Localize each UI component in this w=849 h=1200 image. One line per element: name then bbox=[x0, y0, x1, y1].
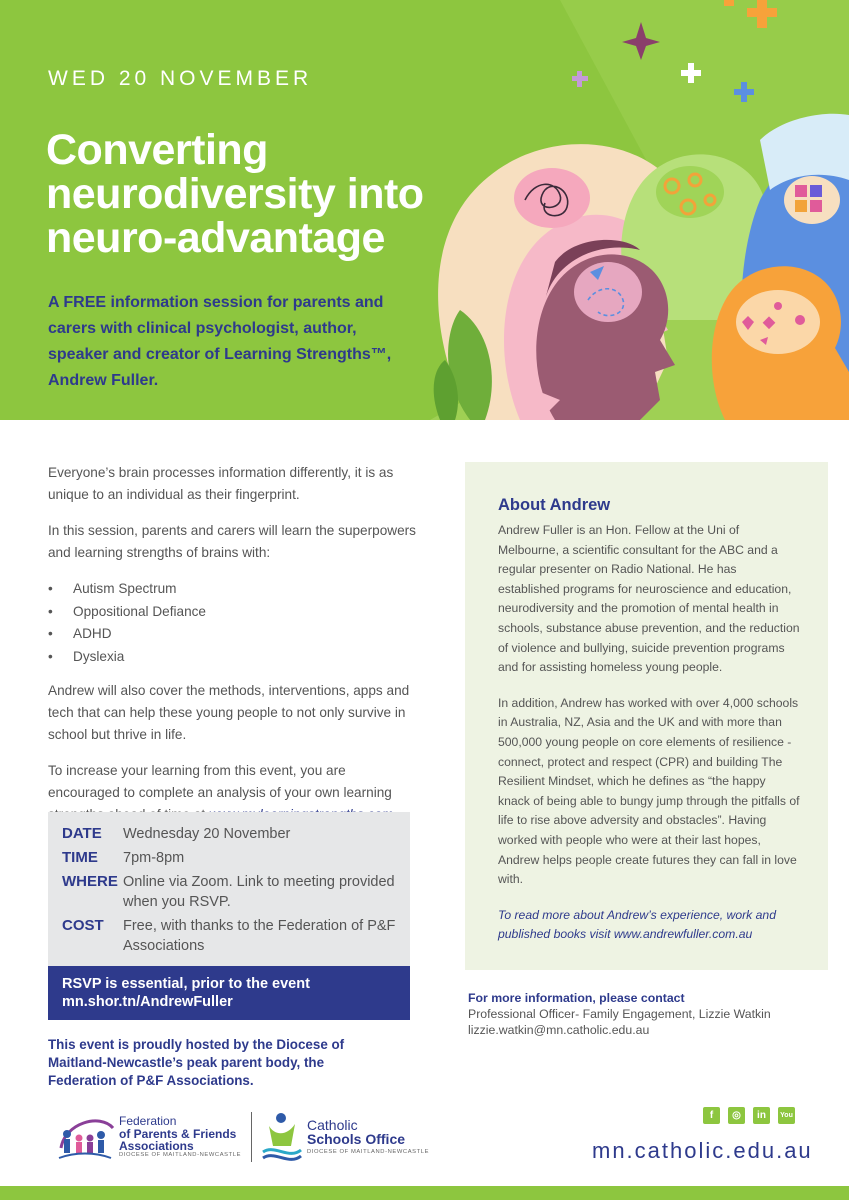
intro-paragraph-2: In this session, parents and carers will learn the superpowers and learning strengths of brains with: bbox=[48, 523, 416, 560]
intro-paragraph-4-text: To increase your learning from this event, you are encouraged to complete an analysis of your own learning bbox=[48, 763, 392, 800]
facebook-icon[interactable]: f bbox=[703, 1107, 720, 1124]
about-paragraph-2: In addition, Andrew has worked with over 4,000 schools in Australia, NZ, Asia and the UK and with more than 500,000 young people on core elements of resilience - connect, protect and respect (CPR) and building The Resilient Mindset, which he defines as “the happy knack of being able to bungy jump through the pitfalls of life to rise above adversity and obstacles”. Having worked with people who were at their last hopes, Andrew helps people create futures they can fall in love with. bbox=[498, 695, 800, 887]
footer-bar bbox=[0, 1186, 849, 1200]
time-value: 7pm-8pm bbox=[123, 850, 185, 866]
cso-diocese: DIOCESE OF MAITLAND-NEWCASTLE bbox=[307, 1149, 430, 1155]
about-paragraph-1: Andrew Fuller is an Hon. Fellow at the Uni of Melbourne, a scientific consultant for the ABC and a regular presenter on Radio National. He has established programs for neuroscience and education, neurodiversity and the promotion of mental health in schools, substance abuse prevention, and the reduction of violence and bullying, suicide prevention programs and for assisting homeless young people. bbox=[498, 523, 800, 675]
where-row bbox=[62, 872, 396, 912]
intro-paragraph-1: Everyone’s brain processes information differently, it is as unique to an individual as their fingerprint. bbox=[48, 465, 394, 502]
hosted-by-statement: This event is proudly hosted by the Diocese of Maitland-Newcastle’s peak parent body, the Federation of P&F Associations. bbox=[48, 1037, 345, 1088]
time-row bbox=[62, 848, 396, 868]
contact-body: Professional Officer- Family Engagement, Lizzie Watkin lizzie.watkin@mn.catholic.edu.au bbox=[468, 1007, 771, 1037]
family-figures-icon bbox=[55, 1108, 115, 1164]
condition-list bbox=[48, 578, 418, 668]
time-label: TIME bbox=[62, 849, 98, 866]
list-item: • Autism Spectrum bbox=[48, 578, 418, 601]
list-item: • Oppositional Defiance bbox=[48, 601, 418, 624]
list-item: • Dyslexia bbox=[48, 646, 418, 669]
rsvp-link[interactable]: mn.shor.tn/AndrewFuller bbox=[62, 994, 233, 1010]
about-heading: About Andrew bbox=[498, 496, 611, 514]
event-details-box bbox=[48, 812, 410, 966]
figure-wave-icon bbox=[261, 1108, 303, 1164]
hero-banner bbox=[0, 0, 849, 420]
about-andrew-panel bbox=[465, 462, 828, 970]
website-url[interactable]: mn.catholic.edu.au bbox=[592, 1138, 813, 1163]
read-more-paragraph bbox=[498, 906, 800, 945]
federation-line-1: Federation bbox=[119, 1114, 177, 1128]
cso-line-2: Schools Office bbox=[307, 1131, 406, 1147]
federation-logo-text bbox=[119, 1115, 236, 1153]
cost-row bbox=[62, 916, 396, 956]
federation-diocese: DIOCESE OF MAITLAND-NEWCASTLE bbox=[119, 1152, 242, 1158]
social-links bbox=[703, 1107, 795, 1124]
where-value: Online via Zoom. Link to meeting provided when you RSVP. bbox=[123, 874, 395, 910]
page-title: Converting neurodiversity into neuro-advantage bbox=[46, 126, 424, 262]
contact-info bbox=[468, 990, 828, 1038]
cost-label: COST bbox=[62, 917, 104, 934]
linkedin-icon[interactable]: in bbox=[753, 1107, 770, 1124]
date-label: DATE bbox=[62, 825, 102, 842]
federation-line-3: Associations bbox=[119, 1139, 194, 1153]
date-row bbox=[62, 824, 396, 844]
logo-divider bbox=[251, 1112, 252, 1162]
youtube-icon[interactable]: You bbox=[778, 1107, 795, 1124]
event-date: WED 20 NOVEMBER bbox=[48, 67, 313, 90]
partner-logos bbox=[55, 1108, 455, 1168]
session-description bbox=[48, 462, 418, 840]
cso-logo-text bbox=[307, 1118, 405, 1146]
list-item: • ADHD bbox=[48, 623, 418, 646]
federation-logo bbox=[55, 1108, 245, 1164]
event-subtitle: A FREE information session for parents and carers with clinical psychologist, author, speaker and creator of Learning Strengths™, Andrew Fuller. bbox=[48, 294, 392, 389]
cso-line-1: Catholic bbox=[307, 1117, 358, 1133]
catholic-schools-office-logo bbox=[261, 1108, 461, 1164]
rsvp-banner bbox=[48, 966, 410, 1020]
date-value: Wednesday 20 November bbox=[123, 826, 291, 842]
read-more-text: To read more about Andrew’s experience, work and published books visit bbox=[498, 907, 776, 942]
andrew-fuller-link[interactable]: www.andrewfuller.com.au bbox=[613, 927, 753, 942]
rsvp-notice: RSVP is essential, prior to the event bbox=[62, 976, 310, 992]
cost-value: Free, with thanks to the Federation of P&F Associations bbox=[123, 918, 396, 954]
instagram-icon[interactable]: ◎ bbox=[728, 1107, 745, 1124]
contact-heading: For more information, please contact bbox=[468, 991, 685, 1005]
intro-paragraph-3: Andrew will also cover the methods, interventions, apps and tech that can help these young people to not only survive in school but thrive in life. bbox=[48, 683, 410, 742]
federation-line-2: of Parents & Friends bbox=[119, 1126, 237, 1141]
where-label: WHERE bbox=[62, 873, 118, 890]
